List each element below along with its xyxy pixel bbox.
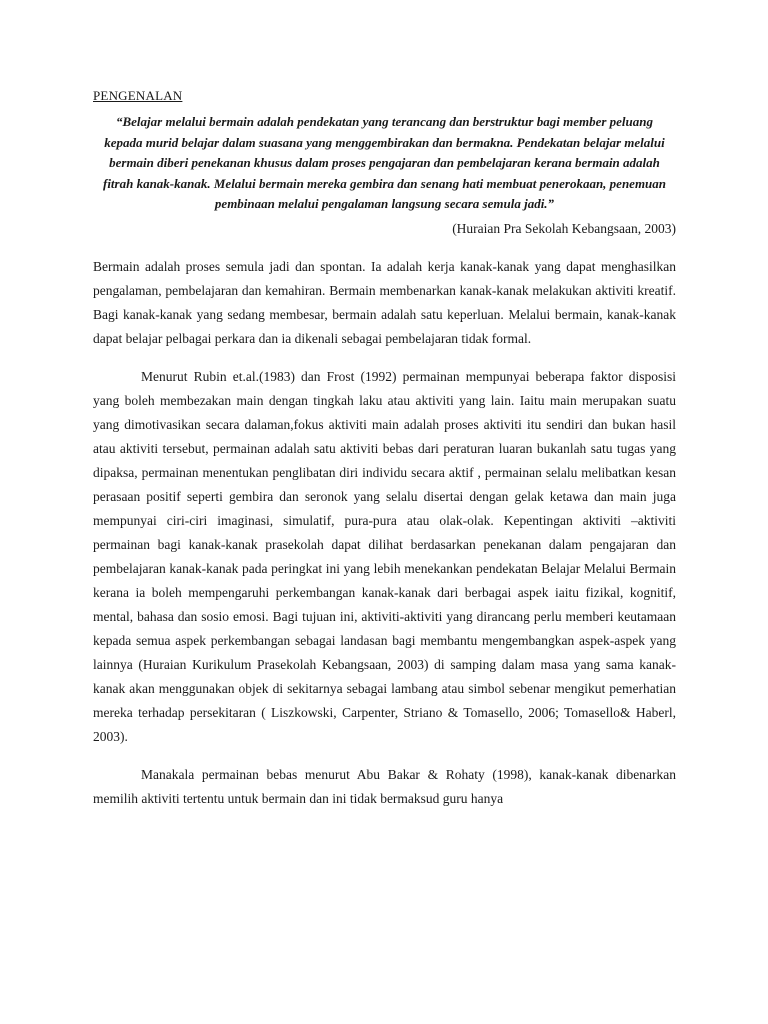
paragraph-3: Manakala permainan bebas menurut Abu Bakar & Rohaty (1998), kanak-kanak dibenarkan memilih aktiviti tertentu untuk bermain dan ini tidak bermaksud guru hanya	[93, 766, 676, 806]
section-heading: PENGENALAN	[93, 88, 183, 103]
paragraph-2: Menurut Rubin et.al.(1983) dan Frost (1992) permainan mempunyai beberapa faktor disposisi yang boleh membezakan main dengan tingkah laku atau aktiviti yang lain. Iaitu main merupakan suatu yang dimotivasikan secara dalaman,fokus aktiviti main adalah proses aktiviti itu sendiri dan bukan hasil atau aktiviti tersebut, permainan adalah satu aktiviti bebas dari peraturan luaran bukanlah satu tugas yang dipaksa, permainan menentukan penglibatan diri individu secara aktif , permainan selalu melibatkan kesan perasaan positif seperti gembira dan seronok yang selalu disertai dengan gelak ketawa dan main juga mempunyai ciri-ciri imaginasi, simulatif, pura-pura atau olak-olak. Kepentingan aktiviti –aktiviti permainan bagi kanak-kanak prasekolah dapat dilihat berdasarkan penekanan dalam pengajaran dan pembelajaran kanak-kanak pada peringkat ini yang lebih menekankan pendekatan Belajar Melalui Bermain kerana ia boleh mempengaruhi perkembangan kanak-kanak dari berbagai aspek iaitu fizikal, kognitif, mental, bahasa dan sosio emosi. Bagi tujuan ini, aktiviti-aktiviti yang dirancang perlu memberi keutamaan kepada semua aspek perkembangan sebagai landasan bagi membantu mengembangkan aspek-aspek yang lainnya (Huraian Kurikulum Prasekolah Kebangsaan, 2003) di samping dalam masa yang sama kanak-kanak akan menggunakan objek di sekitarnya sebagai lambang atau simbol sebenar mengikut pemerhatian mereka terhadap persekitaran ( Liszkowski, Carpenter, Striano & Tomasello, 2006; Tomasello& Haberl, 2003).	[93, 368, 676, 744]
quote-citation: (Huraian Pra Sekolah Kebangsaan, 2003)	[452, 220, 676, 236]
document-page	[93, 86, 676, 825]
paragraph-1: Bermain adalah proses semula jadi dan spontan. Ia adalah kerja kanak-kanak yang dapat menghasilkan pengalaman, pembelajaran dan kemahiran. Bermain membenarkan kanak-kanak melakukan aktiviti kreatif. Bagi kanak-kanak yang sedang membesar, bermain adalah satu keperluan. Melalui bermain, kanak-kanak dapat belajar pelbagai perkara dan ia dikenali sebagai pembelajaran tidak formal.	[93, 258, 676, 346]
opening-quote: “Belajar melalui bermain adalah pendekatan yang terancang dan berstruktur bagi member peluang kepada murid belajar dalam suasana yang menggembirakan dan bermakna. Pendekatan belajar melalui bermain diberi penekanan khusus dalam proses pengajaran dan pembelajaran kerana bermain adalah fitrah kanak-kanak. Melalui bermain mereka gembira dan senang hati membuat penerokaan, penemuan pembinaan melalui pengalaman langsung secara semula jadi.”	[102, 114, 667, 211]
